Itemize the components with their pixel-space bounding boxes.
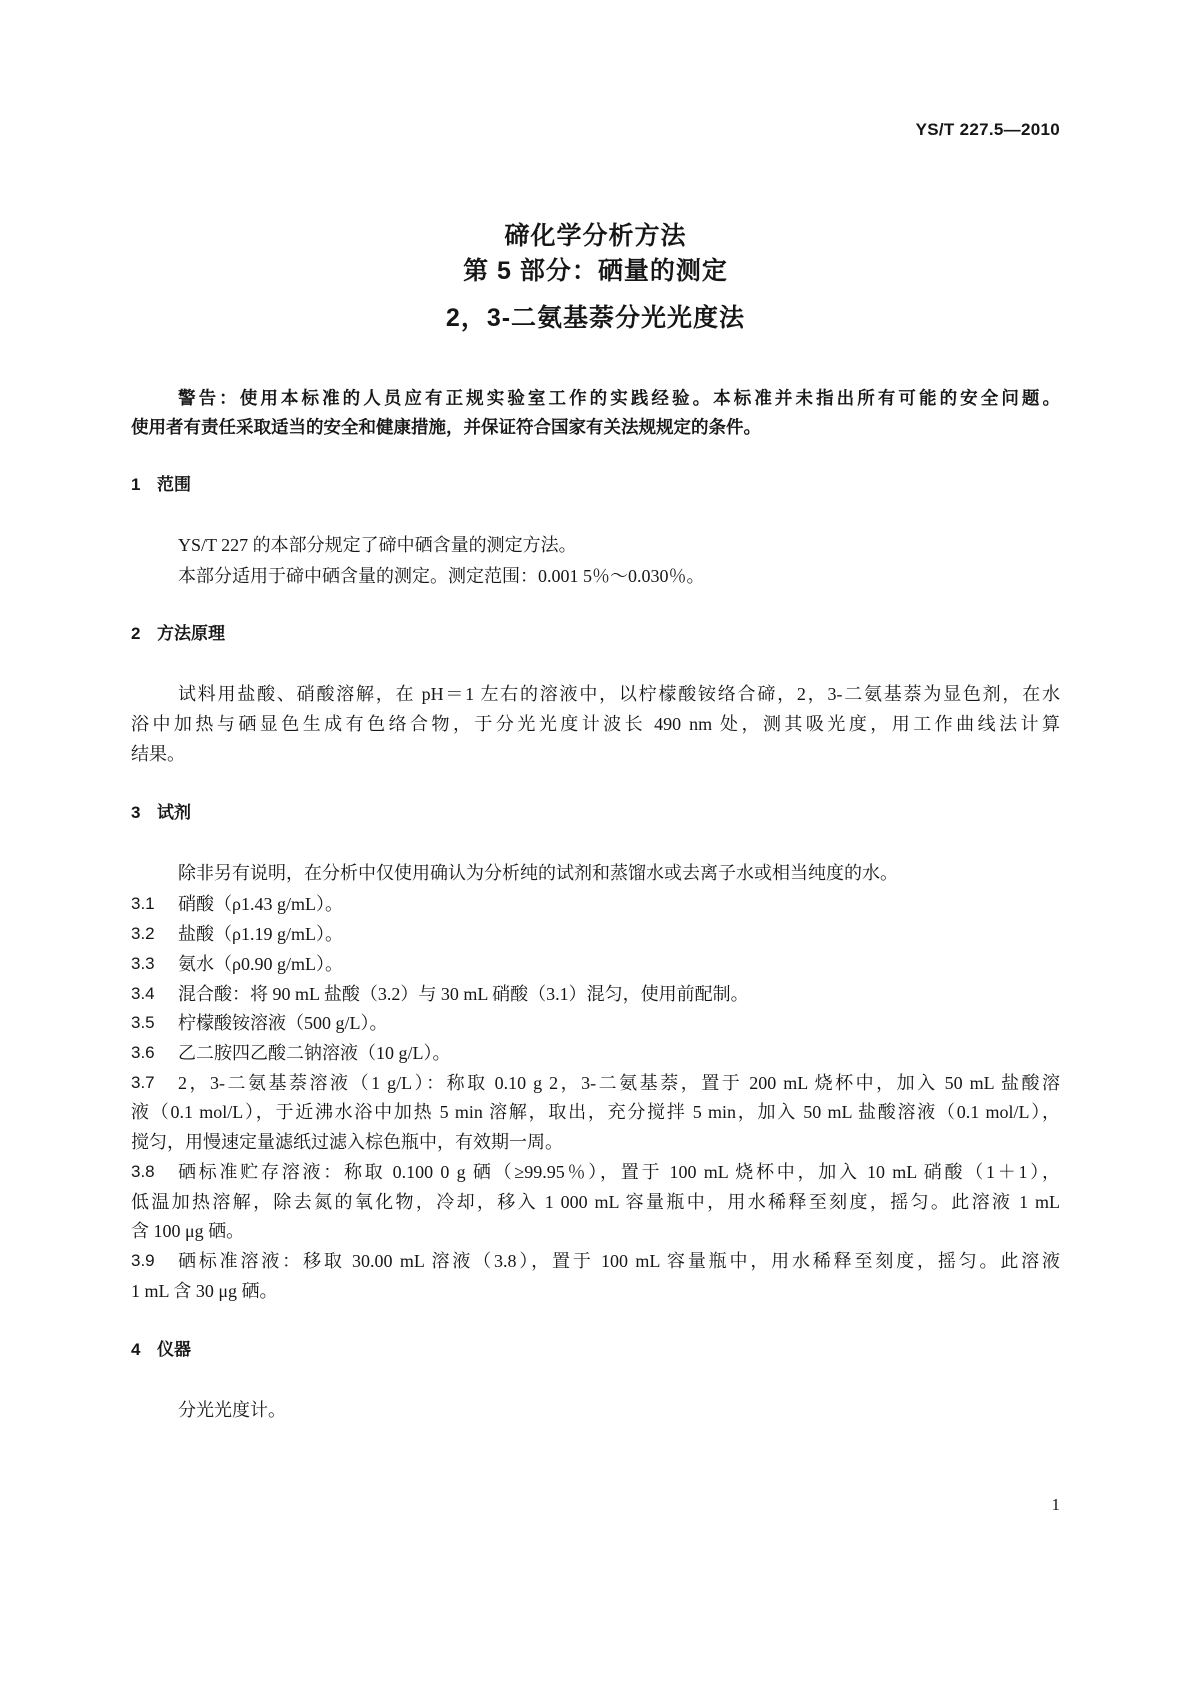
item-3-5-number: 3.5 bbox=[131, 1013, 155, 1032]
section-2-heading: 方法原理 bbox=[157, 624, 225, 643]
title-line-2: 第 5 部分：硒量的测定 bbox=[463, 257, 728, 285]
item-3-1-number: 3.1 bbox=[131, 894, 155, 913]
item-3-7-line-3: 搅匀，用慢速定量滤纸过滤入棕色瓶中，有效期一周。 bbox=[131, 1132, 563, 1152]
instrument-line: 分光光度计。 bbox=[178, 1400, 286, 1420]
section-1-number: 1 bbox=[131, 475, 141, 494]
item-3-2-text: 盐酸（ρ1.19 g/mL）。 bbox=[178, 924, 343, 944]
item-3-1-text: 硝酸（ρ1.43 g/mL）。 bbox=[178, 894, 343, 914]
warning-line-1: 警告：使用本标准的人员应有正规实验室工作的实践经验。本标准并未指出所有可能的安全问题。 bbox=[178, 388, 1060, 408]
item-3-8-number: 3.8 bbox=[131, 1162, 155, 1181]
section-4-heading: 仪器 bbox=[157, 1340, 191, 1359]
principle-line-2: 浴中加热与硒显色生成有色络合物，于分光光度计波长 490 nm 处，测其吸光度，用工作曲线法计算 bbox=[131, 714, 1060, 734]
section-1-heading: 范围 bbox=[157, 475, 191, 494]
section-3-heading: 试剂 bbox=[157, 803, 191, 822]
item-3-5-text: 柠檬酸铵溶液（500 g/L）。 bbox=[178, 1013, 388, 1033]
item-3-6-number: 3.6 bbox=[131, 1043, 155, 1062]
item-3-4-number: 3.4 bbox=[131, 984, 155, 1003]
title-line-1: 碲化学分析方法 bbox=[504, 222, 687, 250]
principle-line-3: 结果。 bbox=[131, 744, 185, 764]
section-4-number: 4 bbox=[131, 1340, 141, 1359]
item-3-8-line-2: 低温加热溶解，除去氮的氧化物，冷却，移入 1 000 mL 容量瓶中，用水稀释至刻度，摇匀。此溶液 1 mL bbox=[131, 1192, 1060, 1212]
scope-line-2: 本部分适用于碲中硒含量的测定。测定范围：0.001 5％～0.030％。 bbox=[178, 566, 705, 586]
item-3-9-line-1: 硒标准溶液：移取 30.00 mL 溶液（3.8），置于 100 mL 容量瓶中，用水稀释至刻度，摇匀。此溶液 bbox=[178, 1251, 1060, 1271]
item-3-9-line-2: 1 mL 含 30 μg 硒。 bbox=[131, 1281, 278, 1301]
page-number: 1 bbox=[1051, 1495, 1060, 1514]
warning-line-2: 使用者有责任采取适当的安全和健康措施，并保证符合国家有关法规规定的条件。 bbox=[131, 417, 761, 437]
item-3-7-line-1: 2，3-二氨基萘溶液（1 g/L）：称取 0.10 g 2，3-二氨基萘，置于 200 mL 烧杯中，加入 50 mL 盐酸溶 bbox=[178, 1073, 1060, 1093]
item-3-6-text: 乙二胺四乙酸二钠溶液（10 g/L）。 bbox=[178, 1043, 451, 1063]
section-2-number: 2 bbox=[131, 624, 141, 643]
title-line-3: 2，3-二氨基萘分光光度法 bbox=[445, 304, 746, 332]
item-3-7-number: 3.7 bbox=[131, 1073, 155, 1092]
item-3-8-line-1: 硒标准贮存溶液：称取 0.100 0 g 硒（≥99.95％），置于 100 mL 烧杯中，加入 10 mL 硝酸（1＋1）， bbox=[178, 1162, 1060, 1182]
scope-line-1: YS/T 227 的本部分规定了碲中硒含量的测定方法。 bbox=[178, 535, 577, 555]
item-3-8-line-3: 含 100 μg 硒。 bbox=[131, 1221, 245, 1241]
item-3-3-text: 氨水（ρ0.90 g/mL）。 bbox=[178, 954, 343, 974]
reagents-intro: 除非另有说明，在分析中仅使用确认为分析纯的试剂和蒸馏水或去离子水或相当纯度的水。 bbox=[178, 863, 898, 883]
item-3-3-number: 3.3 bbox=[131, 954, 155, 973]
standard-code: YS/T 227.5—2010 bbox=[915, 120, 1060, 139]
item-3-7-line-2: 液（0.1 mol/L），于近沸水浴中加热 5 min 溶解，取出，充分搅拌 5 min，加入 50 mL 盐酸溶液（0.1 mol/L）， bbox=[131, 1102, 1060, 1122]
section-3-number: 3 bbox=[131, 803, 141, 822]
item-3-9-number: 3.9 bbox=[131, 1251, 155, 1270]
principle-line-1: 试料用盐酸、硝酸溶解，在 pH＝1 左右的溶液中，以柠檬酸铵络合碲，2，3-二氨基萘为显色剂，在水 bbox=[178, 684, 1060, 704]
item-3-4-text: 混合酸：将 90 mL 盐酸（3.2）与 30 mL 硝酸（3.1）混匀，使用前配制。 bbox=[178, 984, 749, 1004]
item-3-2-number: 3.2 bbox=[131, 924, 155, 943]
